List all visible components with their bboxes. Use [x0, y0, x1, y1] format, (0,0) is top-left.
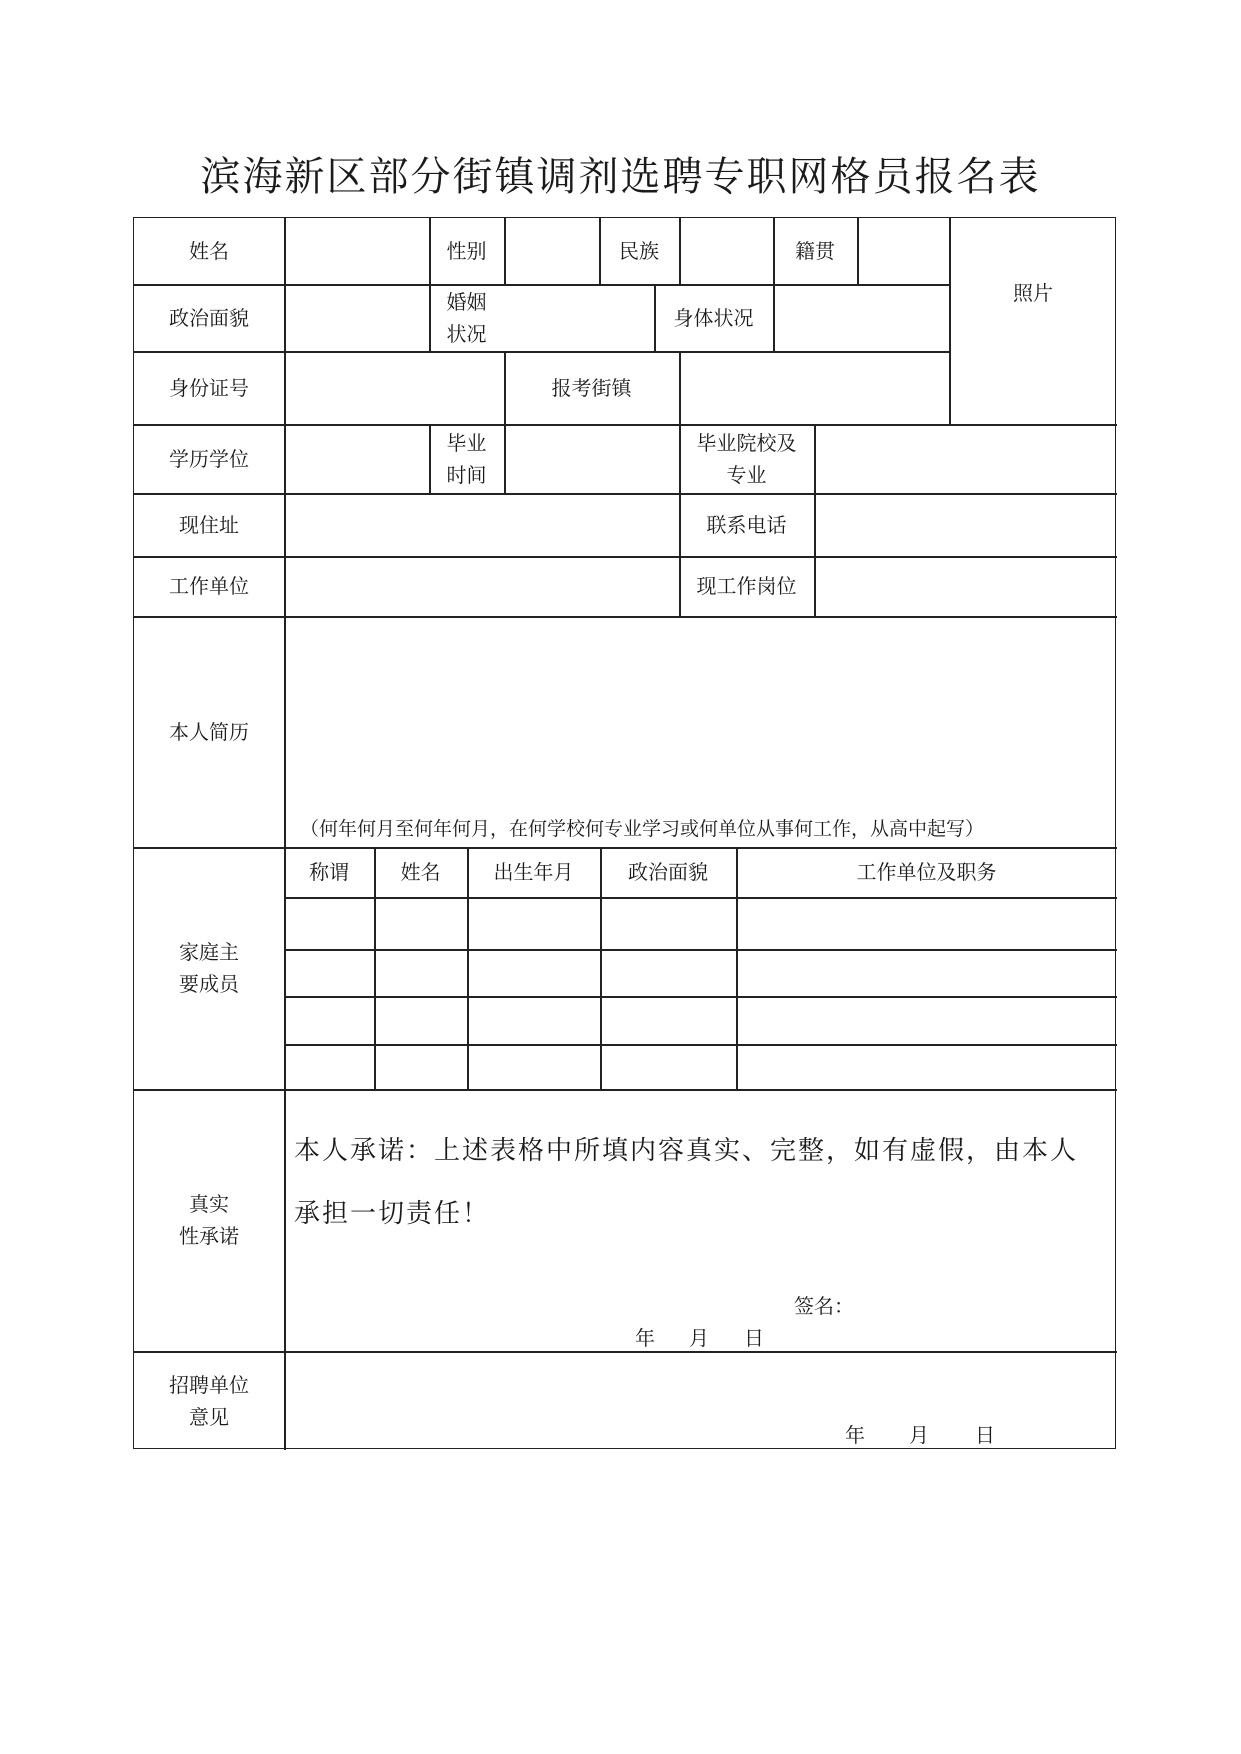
- opinion-month: 月: [909, 1423, 929, 1447]
- pledge-day: 日: [744, 1326, 764, 1350]
- grad-time-field[interactable]: [505, 424, 679, 493]
- health-label: 身体状况: [673, 305, 754, 330]
- school-major-label-line1: 毕业院校及: [696, 430, 797, 455]
- education-label: 学历学位: [169, 446, 249, 471]
- opinion-day: 日: [975, 1423, 995, 1447]
- grad-time-label-line2: 时间: [446, 462, 487, 487]
- family-members-label: [134, 847, 284, 1089]
- family-header-birth: 出生年月: [493, 860, 574, 884]
- pledge-year: 年: [635, 1326, 655, 1350]
- native-place-field[interactable]: [858, 218, 949, 284]
- family-header-relation: 称谓: [309, 860, 349, 884]
- applied-town-label: 报考街镇: [551, 375, 632, 400]
- pledge-text-line1: 本人承诺：上述表格中所填内容真实、完整，如有虚假，由本人: [294, 1136, 1079, 1166]
- opinion-label-line1: 招聘单位: [169, 1372, 249, 1397]
- political-status-label: 政治面貌: [169, 305, 249, 330]
- ethnicity-field[interactable]: [680, 218, 773, 284]
- phone-label: 联系电话: [706, 512, 787, 537]
- signature-label: 签名：: [794, 1294, 854, 1318]
- grad-time-label: [429, 424, 504, 493]
- family-label-line2: 要成员: [179, 972, 239, 996]
- family-table-row[interactable]: [285, 898, 1117, 949]
- education-field[interactable]: [285, 424, 429, 493]
- photo-label: 照片: [1013, 281, 1053, 305]
- id-number-label: 身份证号: [169, 375, 249, 400]
- address-field[interactable]: [285, 493, 679, 556]
- ethnicity-label: 民族: [619, 239, 659, 263]
- family-table-row[interactable]: [285, 1045, 1117, 1089]
- opinion-year: 年: [845, 1423, 865, 1447]
- id-number-field[interactable]: [285, 351, 504, 424]
- native-place-label: 籍贯: [795, 239, 835, 263]
- grad-time-label-line1: 毕业: [446, 430, 487, 455]
- family-label-line1: 家庭主: [179, 940, 239, 964]
- family-header-employer: 工作单位及职务: [856, 860, 997, 884]
- address-label: 现住址: [179, 512, 239, 537]
- current-position-label: 现工作岗位: [696, 574, 797, 598]
- opinion-label-line2: 意见: [189, 1404, 229, 1429]
- name-label: 姓名: [189, 239, 229, 263]
- photo-field[interactable]: [950, 218, 1117, 424]
- phone-field[interactable]: [815, 493, 1117, 556]
- name-field[interactable]: [285, 218, 429, 284]
- school-major-label: [679, 424, 814, 493]
- political-status-field[interactable]: [285, 284, 429, 351]
- school-major-field[interactable]: [815, 424, 1117, 493]
- marital-status-label-line2: 状况: [446, 321, 487, 346]
- resume-label: 本人简历: [169, 719, 249, 744]
- signature-field[interactable]: [854, 1283, 1054, 1317]
- pledge-text-line2: 承担一切责任！: [294, 1199, 491, 1229]
- pledge-label: [134, 1089, 284, 1351]
- form-title: 滨海新区部分街镇调剂选聘专职网格员报名表: [200, 154, 1041, 200]
- school-major-label-line2: 专业: [726, 462, 767, 487]
- pledge-month: 月: [689, 1326, 709, 1350]
- recruiter-opinion-label: [134, 1351, 284, 1450]
- marital-status-label-line1: 婚姻: [446, 289, 487, 314]
- health-field[interactable]: [774, 284, 949, 351]
- employer-label: 工作单位: [169, 574, 249, 598]
- family-table-row[interactable]: [285, 997, 1117, 1044]
- registration-form: [133, 217, 1116, 1449]
- family-header-name: 姓名: [400, 860, 441, 884]
- family-header-political: 政治面貌: [628, 860, 708, 884]
- marital-status-label: [429, 284, 504, 351]
- pledge-label-line2: 性承诺: [179, 1224, 239, 1248]
- employer-field[interactable]: [285, 556, 679, 616]
- current-position-field[interactable]: [815, 556, 1117, 616]
- marital-status-field[interactable]: [505, 284, 654, 351]
- applied-town-field[interactable]: [680, 351, 949, 424]
- gender-field[interactable]: [505, 218, 599, 284]
- resume-note: （何年何月至何年何月，在何学校何专业学习或何单位从事何工作，从高中起写）: [300, 818, 985, 840]
- gender-label: 性别: [446, 239, 487, 263]
- pledge-label-line1: 真实: [189, 1192, 229, 1216]
- resume-field[interactable]: [285, 616, 1117, 847]
- family-table-row[interactable]: [285, 950, 1117, 996]
